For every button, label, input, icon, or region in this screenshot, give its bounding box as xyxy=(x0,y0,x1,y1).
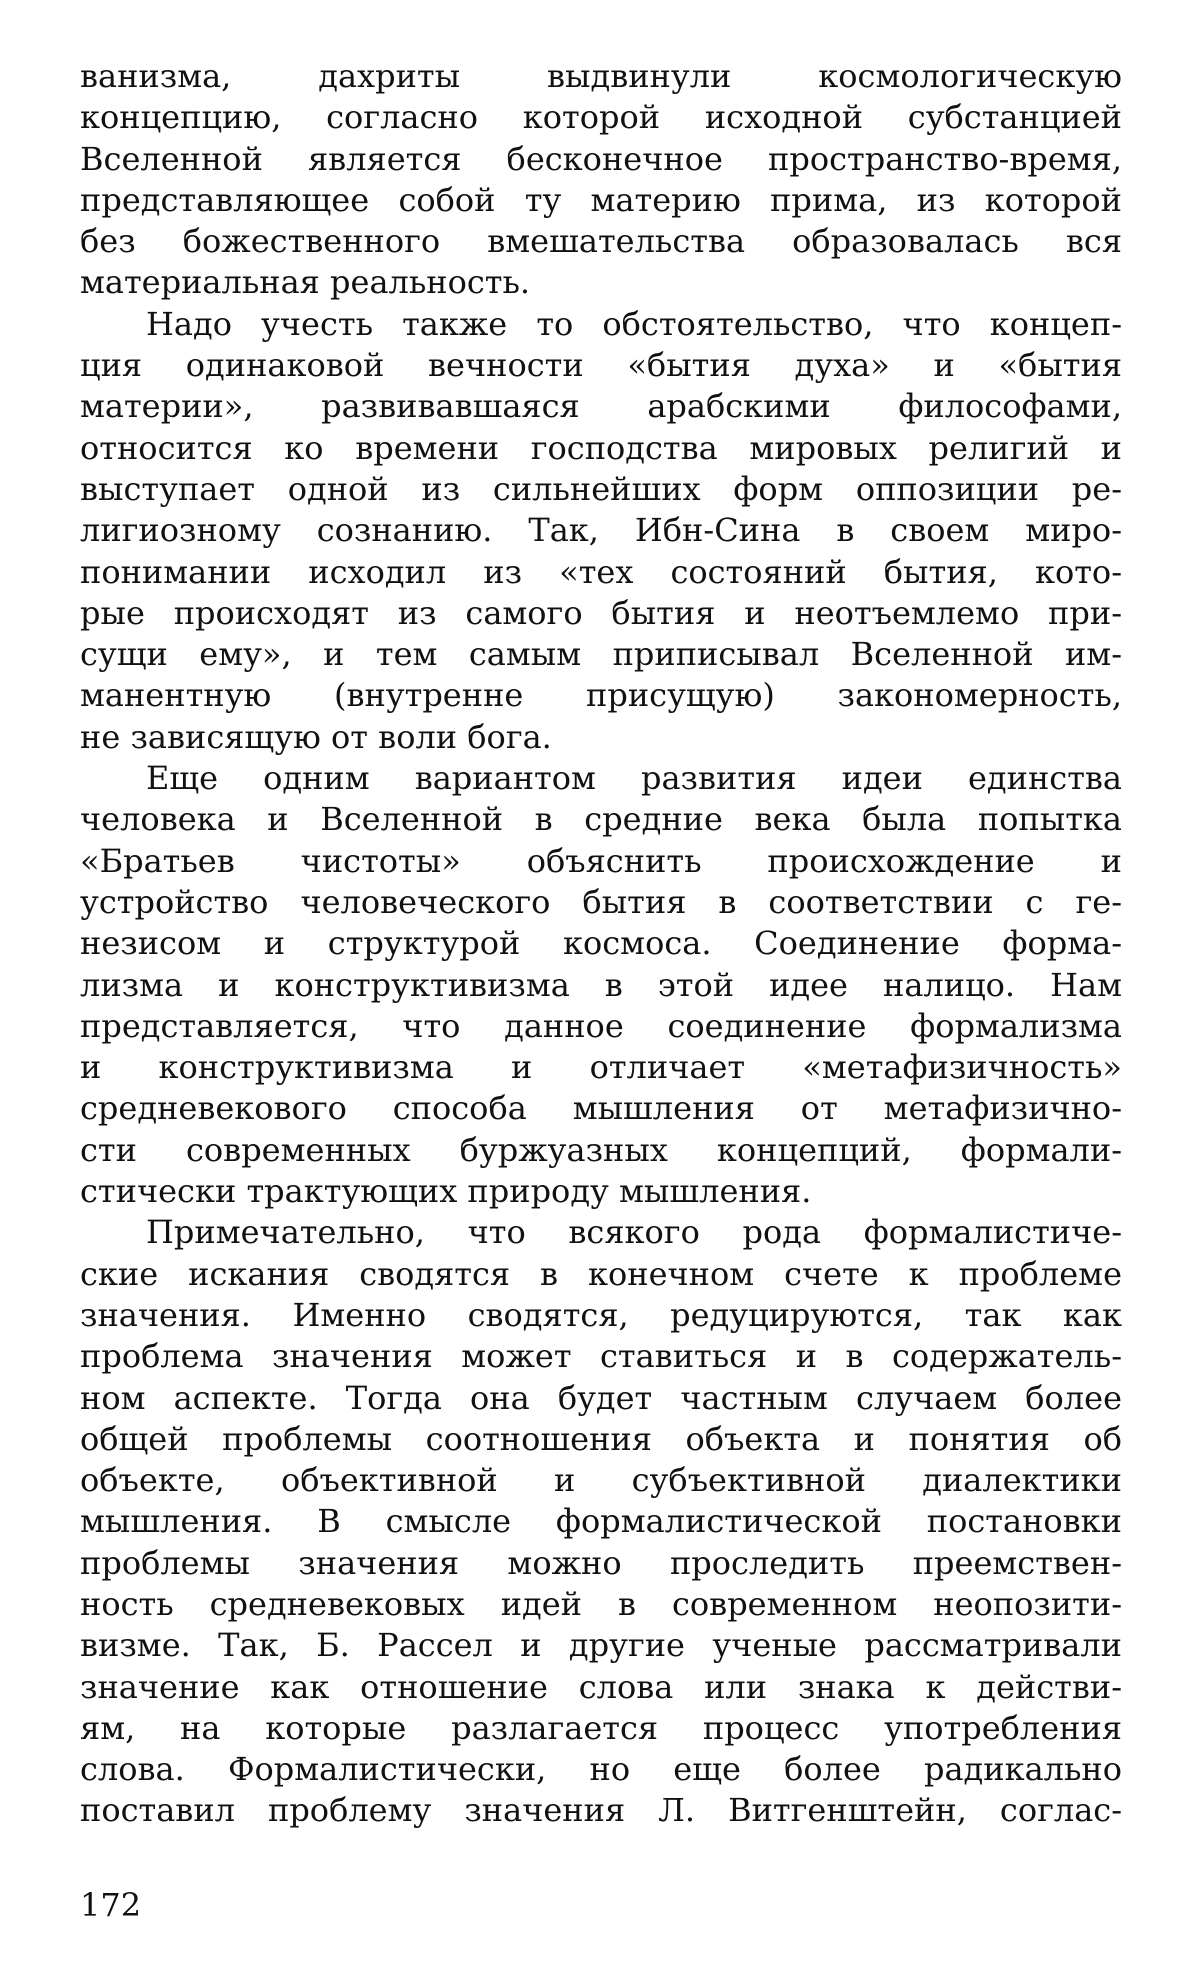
text-line: ция одинаковой вечности «бытия духа» и «бытия xyxy=(80,346,1122,385)
text-line: общей проблемы соотношения объекта и понятия об xyxy=(80,1419,1122,1458)
text-line: лизма и конструктивизма в этой идее налицо. Нам xyxy=(80,965,1122,1004)
text-line: незисом и структурой космоса. Соединение форма- xyxy=(80,924,1122,963)
text-line: ность средневековых идей в современном неопозити- xyxy=(80,1584,1122,1623)
text-line: Надо учесть также то обстоятельство, что концеп- xyxy=(146,304,1122,343)
text-line: ном аспекте. Тогда она будет частным случаем более xyxy=(80,1378,1122,1417)
text-line: значения. Именно сводятся, редуцируются, так как xyxy=(80,1295,1122,1334)
text-line: ям, на которые разлагается процесс употребления xyxy=(80,1708,1122,1747)
text-line: без божественного вмешательства образовалась вся xyxy=(80,222,1122,261)
text-line: «Братьев чистоты» объяснить происхождение и xyxy=(80,841,1122,880)
paragraph xyxy=(80,304,1122,758)
text-line: представляется, что данное соединение формализма xyxy=(80,1006,1122,1045)
text-line: материи», развивавшаяся арабскими философами, xyxy=(80,387,1122,426)
text-line: слова. Формалистически, но еще более радикально xyxy=(80,1750,1122,1789)
text-line: сти современных буржуазных концепций, формали- xyxy=(80,1130,1122,1169)
text-line: визме. Так, Б. Рассел и другие ученые рассматривали xyxy=(80,1626,1122,1665)
text-line: проблема значения может ставиться и в содержатель- xyxy=(80,1337,1122,1376)
text-line: стически трактующих природу мышления. xyxy=(80,1172,812,1211)
text-line: мышления. В смысле формалистической постановки xyxy=(80,1502,1122,1541)
text-line: значение как отношение слова или знака к действи- xyxy=(80,1667,1122,1706)
text-line: выступает одной из сильнейших форм оппозиции ре- xyxy=(80,469,1122,508)
text-line: не зависящую от воли бога. xyxy=(80,717,552,756)
paragraph xyxy=(80,1212,1122,1831)
text-line: рые происходят из самого бытия и неотъемлемо при- xyxy=(80,593,1122,632)
text-line: проблемы значения можно проследить преемствен- xyxy=(80,1543,1122,1582)
paragraph-container xyxy=(80,56,1122,1832)
text-line: ванизма, дахриты выдвинули космологическую xyxy=(80,57,1122,95)
body-text xyxy=(80,56,1122,1832)
paragraph xyxy=(80,56,1122,304)
text-line: относится ко времени господства мировых религий и xyxy=(80,428,1122,467)
text-line: объекте, объективной и субъективной диалектики xyxy=(80,1461,1122,1500)
text-line: представляющее собой ту материю прима, из которой xyxy=(80,180,1122,219)
text-line: концепцию, согласно которой исходной субстанцией xyxy=(80,98,1122,137)
text-line: манентную (внутренне присущую) закономерность, xyxy=(80,676,1122,715)
text-line: устройство человеческого бытия в соответствии с ге- xyxy=(80,882,1122,921)
page-number: 172 xyxy=(80,1886,142,1924)
text-line: понимании исходил из «тех состояний бытия, кото- xyxy=(80,552,1122,591)
text-line: ские искания сводятся в конечном счете к проблеме xyxy=(80,1254,1122,1293)
text-line: Примечательно, что всякого рода формалистиче- xyxy=(146,1213,1122,1252)
text-line: лигиозному сознанию. Так, Ибн-Сина в своем миро- xyxy=(80,511,1122,550)
text-line: средневекового способа мышления от метафизично- xyxy=(80,1089,1122,1128)
text-line: сущи ему», и тем самым приписывал Вселенной им- xyxy=(80,635,1122,674)
text-line: материальная реальность. xyxy=(80,263,531,302)
text-line: поставил проблему значения Л. Витгенштейн, соглас- xyxy=(80,1791,1122,1830)
text-line: человека и Вселенной в средние века была попытка xyxy=(80,800,1122,839)
text-line: Вселенной является бесконечное пространство-время, xyxy=(80,139,1122,178)
paragraph xyxy=(80,758,1122,1212)
text-line: Еще одним вариантом развития идеи единства xyxy=(146,759,1122,798)
text-line: и конструктивизма и отличает «метафизичность» xyxy=(80,1048,1122,1087)
